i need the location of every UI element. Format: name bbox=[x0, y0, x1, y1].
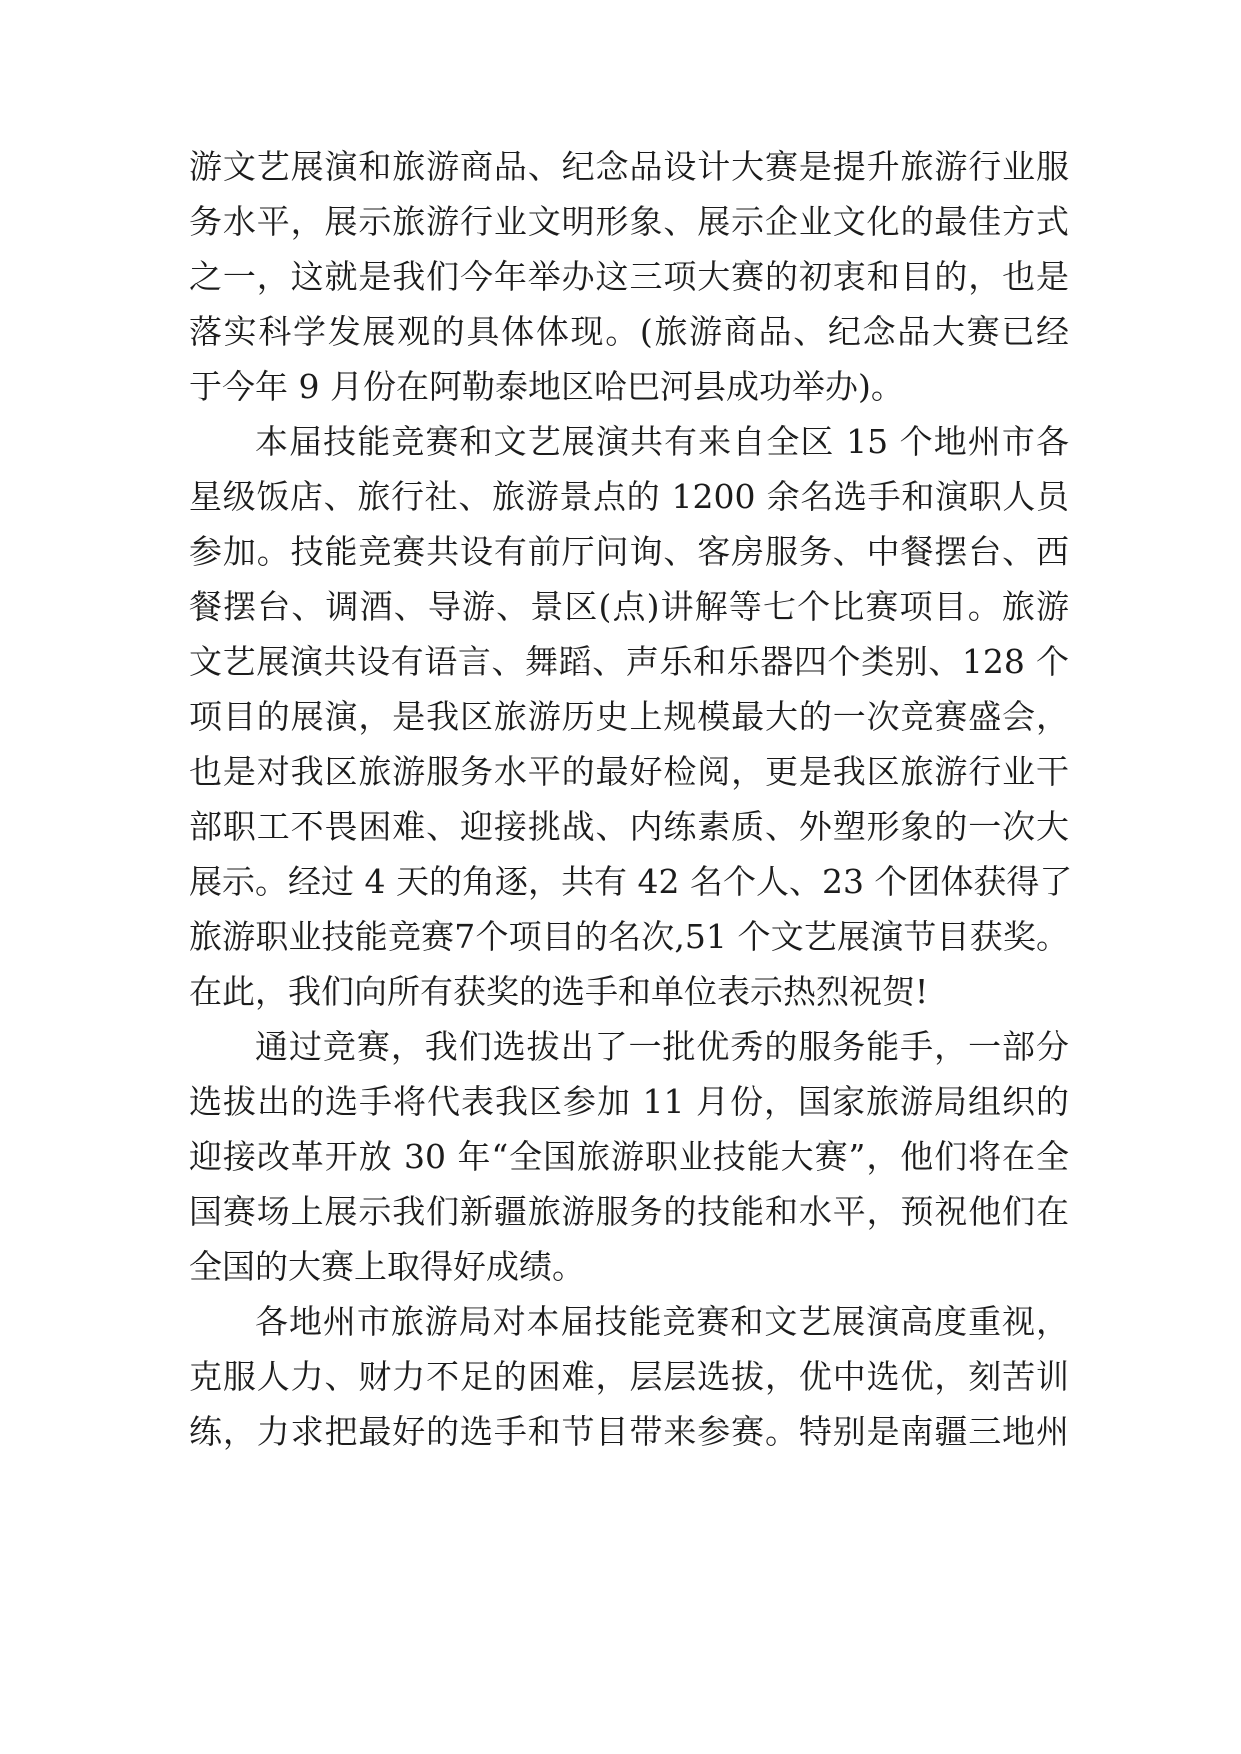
text-line: 迎接改革开放 30 年“全国旅游职业技能大赛”，他们将在全 bbox=[189, 1137, 1069, 1176]
text-line: 参加。技能竞赛共设有前厅问询、客房服务、中餐摆台、西 bbox=[189, 532, 1069, 571]
text-line: 于今年 9 月份在阿勒泰地区哈巴河县成功举办)。 bbox=[189, 367, 904, 406]
text-line: 也是对我区旅游服务水平的最好检阅，更是我区旅游行业干 bbox=[189, 752, 1069, 791]
text-line: 全国的大赛上取得好成绩。 bbox=[189, 1247, 585, 1286]
text-line: 之一，这就是我们今年举办这三项大赛的初衷和目的，也是 bbox=[189, 257, 1069, 296]
text-line: 项目的展演，是我区旅游历史上规模最大的一次竞赛盛会， bbox=[189, 697, 1069, 736]
text-line: 克服人力、财力不足的困难，层层选拔，优中选优，刻苦训 bbox=[189, 1357, 1069, 1396]
text-line: 各地州市旅游局对本届技能竞赛和文艺展演高度重视， bbox=[255, 1302, 1069, 1341]
text-line: 星级饭店、旅行社、旅游景点的 1200 余名选手和演职人员 bbox=[189, 477, 1069, 516]
text-line: 旅游职业技能竞赛7个项目的名次,51 个文艺展演节目获奖。 bbox=[189, 917, 1069, 956]
text-line: 餐摆台、调酒、导游、景区(点)讲解等七个比赛项目。旅游 bbox=[189, 587, 1069, 626]
text-line: 国赛场上展示我们新疆旅游服务的技能和水平，预祝他们在 bbox=[189, 1192, 1069, 1231]
text-line: 游文艺展演和旅游商品、纪念品设计大赛是提升旅游行业服 bbox=[189, 147, 1069, 186]
text-line: 本届技能竞赛和文艺展演共有来自全区 15 个地州市各 bbox=[255, 422, 1069, 461]
text-line: 在此，我们向所有获奖的选手和单位表示热烈祝贺! bbox=[189, 972, 929, 1011]
text-line: 落实科学发展观的具体体现。(旅游商品、纪念品大赛已经 bbox=[189, 312, 1069, 351]
text-line: 文艺展演共设有语言、舞蹈、声乐和乐器四个类别、128 个 bbox=[189, 642, 1069, 681]
text-line: 部职工不畏困难、迎接挑战、内练素质、外塑形象的一次大 bbox=[189, 807, 1069, 846]
text-line: 通过竞赛，我们选拔出了一批优秀的服务能手，一部分 bbox=[255, 1027, 1069, 1066]
text-line: 展示。经过 4 天的角逐，共有 42 名个人、23 个团体获得了 bbox=[189, 862, 1073, 901]
text-line: 练，力求把最好的选手和节目带来参赛。特别是南疆三地州 bbox=[189, 1412, 1069, 1451]
text-line: 务水平，展示旅游行业文明形象、展示企业文化的最佳方式 bbox=[189, 202, 1069, 241]
text-line: 选拔出的选手将代表我区参加 11 月份，国家旅游局组织的 bbox=[189, 1082, 1069, 1121]
